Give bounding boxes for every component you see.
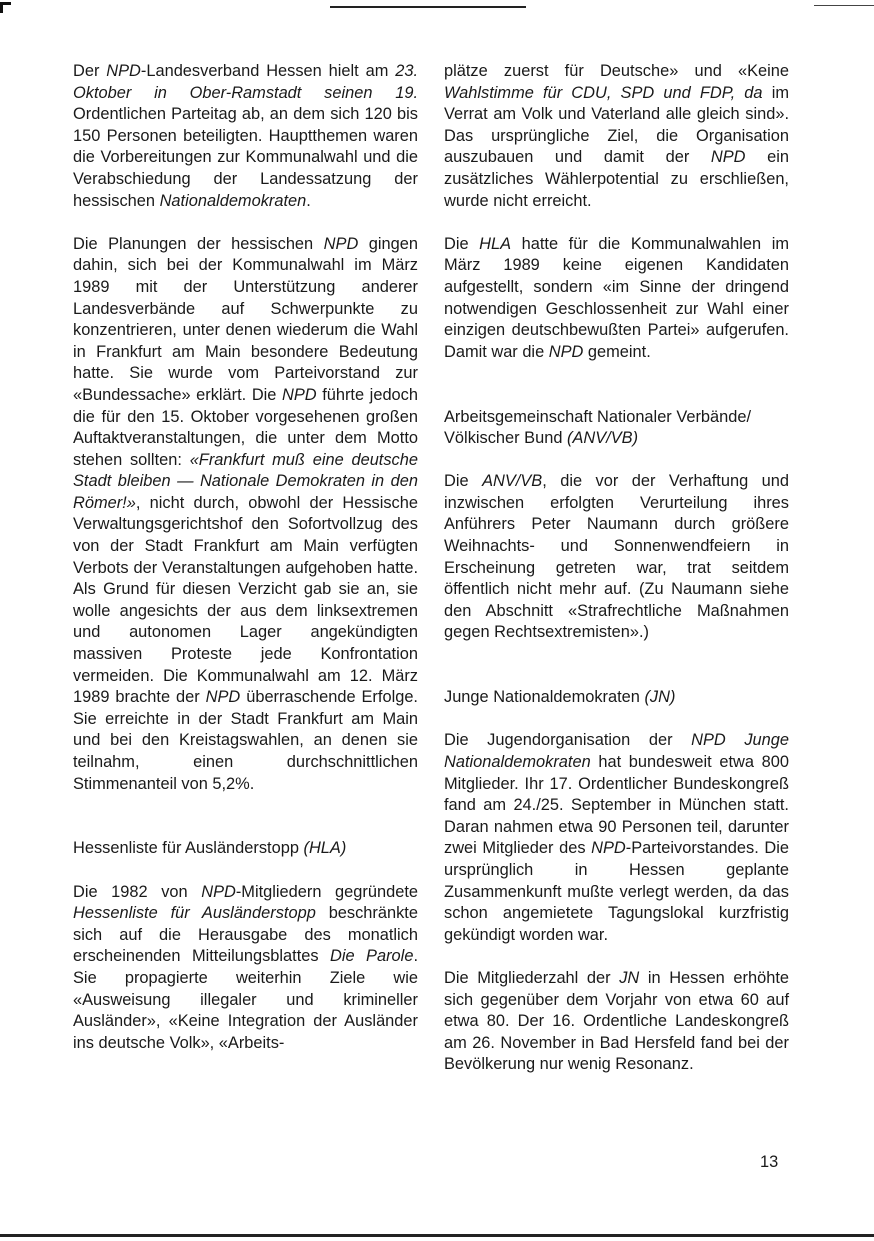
paragraph-hla: Die 1982 von NPD-Mitgliedern gegründete Hessenliste für Ausländerstopp beschränkte sich auf die Herausgabe des monatlich erscheinenden Mitteilungsblattes Die Parole. Sie propagierte weiterhin Ziele wie «Ausweisung illegaler und krimineller Ausländer», «Keine Integration der Ausländer ins deutsche Volk», «Arbeits-: [73, 882, 418, 1052]
paragraph-npd-planungen: Die Planungen der hessischen NPD gingen dahin, sich bei der Kommunalwahl im März 1989 mit der Unterstützung anderer Landesverbände auf Schwerpunkte zu konzentrieren, unter denen wiederum die Wahl in Frankfurt am Main besondere Bedeutung hatte. Sie wurde vom Parteivorstand zur «Bundessache» erklärt. Die NPD führte jedoch die für den 15. Oktober vorgesehenen großen Auftaktveranstaltungen, die unter dem Motto stehen sollten: «Frankfurt muß eine deutsche Stadt bleiben — Nationale Demokraten in den Römer!», nicht durch, obwohl der Hessische Verwaltungsgerichtshof den Sofortvollzug des von der Stadt Frankfurt am Main verfügten Verbots der Veranstaltungen aufgehoben hatte. Als Grund für diesen Verzicht gab sie an, sie wolle angesichts der aus dem linksextremen und autonomen Lager angekündigten massiven Proteste jede Konfrontation vermeiden. Die Kommunalwahl am 12. März 1989 brachte der NPD überraschende Erfolge. Sie erreichte in der Stadt Frankfurt am Main und bei den Kreistagswahlen, an denen sie teilnahm, einen durchschnittlichen Stimmenanteil von 5,2%.: [73, 234, 418, 793]
paragraph-jn-bund: Die Jugendorganisation der NPD Junge Nationaldemokraten hat bundesweit etwa 800 Mitglieder. Ihr 17. Ordentlicher Bundeskongreß fand am 24./25. September in München statt. Daran nahmen etwa 90 Personen teil, darunter zwei Mitglieder des NPD-Parteivorstandes. Die ursprünglich in Hessen geplante Zusammenkunft mußte verlegt werden, da das schon angemietete Tagungslokal kurzfristig gekündigt worden war.: [444, 731, 789, 944]
scan-top-rule: [330, 6, 526, 8]
paragraph-jn-hessen: Die Mitgliederzahl der JN in Hessen erhöhte sich gegenüber dem Vorjahr von etwa 60 auf etwa 80. Der 16. Ordentliche Landeskongreß am 26. November in Bad Hersfeld fand bei der Bevölkerung nur wenig Resonanz.: [444, 968, 789, 1074]
left-column: [73, 61, 418, 1054]
paragraph-hla-kommunalwahl: Die HLA hatte für die Kommunalwahlen im März 1989 keine eigenen Kandidaten aufgestellt, sondern «im Sinne der dringend notwendigen Geschlossenheit zur Wahl einer einzigen deutschbewußten Partei» aufgerufen. Damit war die NPD gemeint.: [444, 234, 789, 361]
heading-hla: Hessenliste für Ausländerstopp (HLA): [73, 839, 347, 858]
scan-bottom-edge: [0, 1234, 874, 1237]
scan-corner-mark: [0, 2, 11, 13]
page-number: 13: [760, 1153, 779, 1171]
paragraph-hla-continued: plätze zuerst für Deutsche» und «Keine Wahlstimme für CDU, SPD und FDP, da im Verrat am Volk und Vaterland alle gleich sind». Das ursprüngliche Ziel, die Organisation auszubauen und damit der NPD ein zusätzliches Wählerpotential zu erschließen, wurde nicht erreicht.: [444, 62, 789, 210]
right-column: [444, 61, 789, 1076]
paragraph-npd-landesverband: Der NPD-Landesverband Hessen hielt am 23. Oktober in Ober-Ramstadt seinen 19. Ordentlichen Parteitag ab, an dem sich 120 bis 150 Personen beteiligten. Hauptthemen waren die Vorbereitungen zur Kommunalwahl und die Verabschiedung der Landessatzung der hessischen Nationaldemokraten.: [73, 62, 419, 210]
paragraph-anv-vb: Die ANV/VB, die vor der Verhaftung und inzwischen erfolgten Verurteilung ihres Anführers Peter Naumann durch größere Weihnachts- und Sonnenwendfeiern in Erscheinung getreten war, trat seitdem öffentlich nicht mehr auf. (Zu Naumann siehe den Abschnitt «Strafrechtliche Maßnahmen gegen Rechtsextremisten».): [444, 472, 789, 642]
heading-anv-vb: Arbeitsgemeinschaft Nationaler Verbände/ Völkischer Bund (ANV/VB): [444, 407, 752, 448]
heading-jn: Junge Nationaldemokraten (JN): [444, 688, 676, 707]
scan-right-rule: [814, 5, 874, 6]
